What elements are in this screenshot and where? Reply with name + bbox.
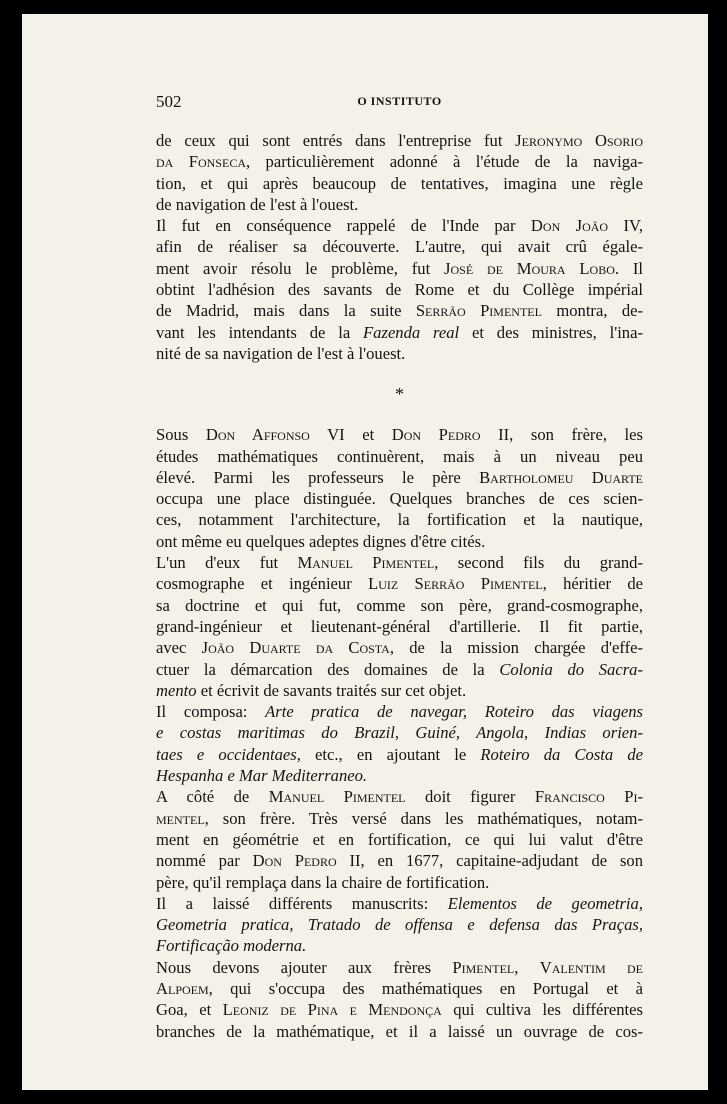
text-run: obtint l'adhésion des savants de Rome et du Collège impérial [156,280,643,300]
small-caps-name: mentel [156,808,205,828]
text-line [156,279,643,300]
text-run: et écrivit de savants traités sur cet objet. [196,680,467,700]
text-run: nommé par [156,851,253,871]
text-line [156,322,643,343]
text-run: montra, de- [541,301,644,321]
italic-title: Fazenda real [363,322,460,342]
text-line [156,850,643,871]
italic-title: taes e occidentaes [156,744,297,764]
text-run: grand-ingénieur et lieutenant-général d'artillerie. Il fit partie, [156,616,643,636]
text-run: , second fils du grand- [434,553,643,573]
text-line [156,215,643,236]
small-caps-name: Don João IV, [530,216,643,236]
text-line [156,701,643,722]
small-caps-name: Manuel Pimentel [297,553,435,573]
text-line [156,637,643,658]
text-run: , son frère, les [509,425,643,445]
text-run: et des ministres, l'ina- [459,322,643,342]
small-caps-name: da Fonseca [156,152,246,172]
body-text [156,130,643,1042]
small-caps-name: Serrão Pimentel [415,301,542,321]
text-run: branches de la mathématique, et il a laissé un ouvrage de cos- [156,1021,643,1041]
text-line [156,151,643,172]
italic-title: Colonia do Sacra- [499,659,643,679]
text-line [156,680,643,701]
text-run: et [344,425,392,445]
text-run: occupa une place distinguée. Quelques branches de ces scien- [156,489,643,509]
book-page [22,14,708,1090]
section-separator: * [395,384,404,405]
text-run: élevé. Parmi les professeurs le père [156,467,480,487]
text-line [156,744,643,765]
small-caps-name: Don Pedro II [252,851,361,871]
text-run: Il [619,258,643,278]
text-run: A côté de [156,787,269,807]
text-line [156,258,643,279]
small-caps-name: Pimentel [452,957,515,977]
text-line [156,872,643,893]
text-run: afin de réaliser sa découverte. L'autre, qui avait crû égale- [156,237,643,257]
text-run: , en 1677, capitaine-adjudant de son [360,851,644,871]
text-line [156,893,643,914]
text-run: tion, et qui après beaucoup de tentatives, imagina une règle [156,173,643,193]
text-line [156,343,643,364]
italic-title: e costas maritimas do Brazil, Guiné, Angola, Indias orien- [156,723,643,743]
text-run: ont même eu quelques adeptes dignes d'être cités. [156,531,486,551]
text-run: sa doctrine et qui fut, comme son père, grand-cosmographe, [156,595,643,615]
text-line [156,659,643,680]
text-line [156,424,643,445]
small-caps-name: José de Moura Lobo. [444,258,620,278]
text-run: doit figurer [405,787,535,807]
small-caps-name: Luiz Serrão Pimentel [368,574,543,594]
text-run: , qui s'occupa des mathématiques en Portugal et à [208,978,643,998]
text-line [156,722,643,743]
text-run: père, qu'il remplaça dans la chaire de fortification. [156,872,490,892]
small-caps-name: Jeronymo Osorio [515,131,643,150]
small-caps-name: Alpoem [156,978,209,998]
text-line [156,935,643,956]
text-line [156,446,643,467]
text-line [156,509,643,530]
text-run: Goa, et [156,1000,223,1020]
text-line [156,616,643,637]
text-line [156,194,643,215]
text-run: , son frère. Très versé dans les mathématiques, notam- [204,808,643,828]
text-run: de navigation de l'est à l'ouest. [156,194,359,214]
page-header [156,92,643,114]
italic-title: mento [156,680,197,700]
text-run: avec [156,638,202,658]
small-caps-name: Bartholomeu Duarte [479,467,644,487]
text-run: ment avoir résolu le problème, fut [156,258,445,278]
running-title: O INSTITUTO [357,94,442,108]
small-caps-name: Don Affonso VI [205,425,345,445]
text-run: , de la mission chargée d'effe- [389,638,644,658]
text-run: études mathématiques continuèrent, mais à un niveau peu [156,446,643,466]
text-run: ment en géométrie et en fortification, ce qui lui valut d'être [156,829,643,849]
italic-title: Hespanha e Mar Mediterraneo. [156,766,368,786]
text-line [156,829,643,850]
text-run: cosmographe et ingénieur [156,574,369,594]
text-line [156,957,643,978]
italic-title: Geometria pratica, Tratado de offensa e defensa das Praças, [156,915,643,935]
text-run: ctuer la démarcation des domaines de la [156,659,500,679]
text-run: Sous [156,425,206,445]
text-line [156,914,643,935]
text-line [156,236,643,257]
text-run: Nous devons ajouter aux frères [156,957,453,977]
text-line [156,808,643,829]
text-run: ces, notamment l'architecture, la fortification et la nautique, [156,510,643,530]
text-line [156,595,643,616]
text-line [156,786,643,807]
text-run: de Madrid, mais dans la suite [156,301,416,321]
italic-title: Arte pratica de navegar, Roteiro das viagens [265,702,644,722]
text-line [156,999,643,1020]
text-run: vant les intendants de la [156,322,364,342]
text-line [156,765,643,786]
italic-title: Roteiro da Costa de [480,744,643,764]
italic-title: Fortificação moderna. [156,936,307,956]
text-line [156,300,643,321]
small-caps-name: João Duarte da Costa [201,638,390,658]
text-run: , etc., en ajoutant le [296,744,481,764]
small-caps-name: Don Pedro II [391,425,510,445]
page-number: 502 [156,92,182,111]
small-caps-name: Valentim de [539,957,643,977]
text-line [156,552,643,573]
text-run: , héritier de [542,574,643,594]
small-caps-name: Manuel Pimentel [268,787,406,807]
text-line [156,573,643,594]
text-run: Il a laissé différents manuscrits: [156,893,448,913]
small-caps-name: Francisco Pi- [534,787,643,807]
text-line [156,531,643,552]
text-run: , particulièrement adonné à l'étude de la naviga- [245,152,643,172]
text-run: qui cultiva les différentes [441,1000,643,1020]
text-line [156,173,643,194]
text-run: , [514,957,540,977]
small-caps-name: Leoniz de Pina e Mendonça [222,1000,442,1020]
text-line [156,1021,643,1042]
text-line [156,467,643,488]
text-run: Il composa: [156,702,266,722]
text-line [156,130,643,151]
text-run: de ceux qui sont entrés dans l'entreprise fut [156,131,516,150]
text-line [156,488,643,509]
text-line [156,978,643,999]
text-run: L'un d'eux fut [156,553,298,573]
text-run: nité de sa navigation de l'est à l'ouest. [156,343,406,363]
italic-title: Elementos de geometria, [447,893,643,913]
text-run: Il fut en conséquence rappelé de l'Inde par [156,216,531,236]
